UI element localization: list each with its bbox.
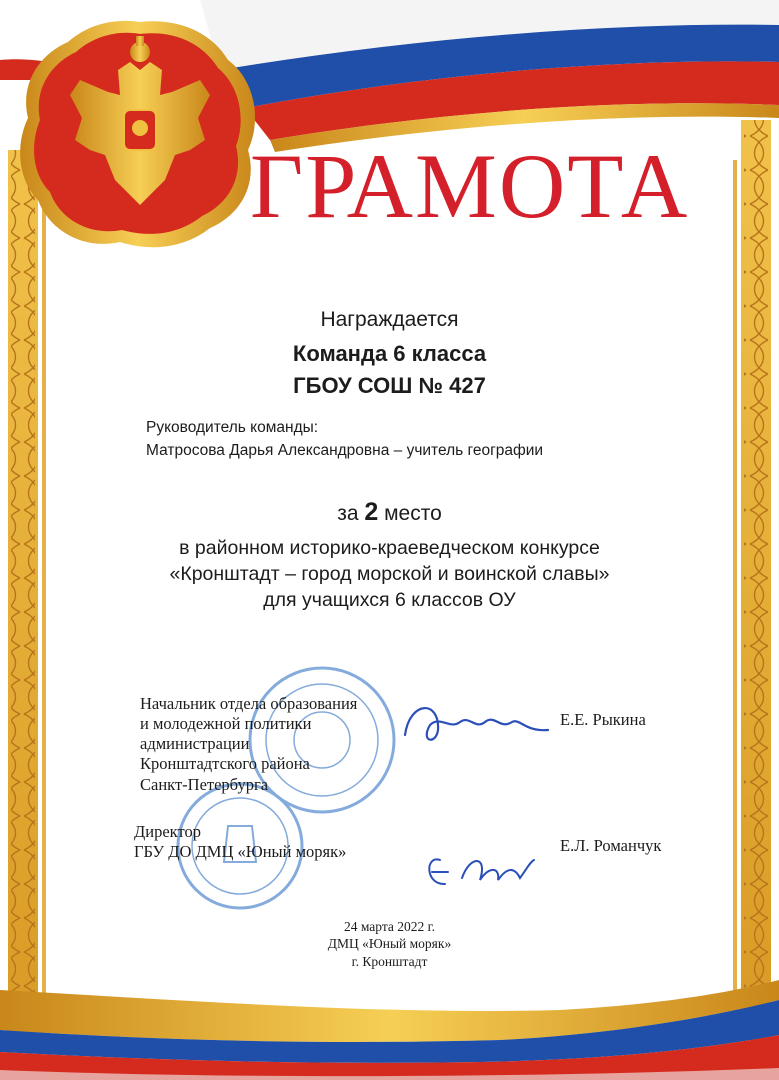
contest-line-2: «Кронштадт – город морской и воинской славы» — [169, 563, 610, 585]
school-name: ГБОУ СОШ № 427 — [293, 373, 486, 398]
signature-1 — [405, 708, 548, 740]
place-number: 2 — [364, 498, 379, 526]
signatory-2-name: Е.Л. Романчук — [560, 836, 662, 855]
signatory-1-line: администрации — [140, 734, 250, 754]
team-name: Команда 6 класса — [292, 341, 487, 366]
signatory-1-line: Начальник отдела образования — [140, 694, 358, 713]
footer — [0, 918, 779, 970]
signatory-1-line: Санкт-Петербурга — [140, 774, 269, 794]
signatory-1-name: Е.Е. Рыкина — [560, 710, 646, 729]
contest-line-3: для учащихся 6 классов ОУ — [263, 589, 516, 611]
footer-city: г. Кронштадт — [351, 953, 428, 969]
signatory-1-line: и молодежной политики — [140, 714, 312, 734]
signatory-1-line: Кронштадтского района — [140, 754, 310, 774]
place-suffix: место — [384, 502, 442, 525]
leader-label: Руководитель команды: — [146, 419, 319, 436]
footer-org: ДМЦ «Юный моряк» — [327, 936, 452, 952]
leader-name: Матросова Дарья Александровна – учитель географии — [146, 442, 544, 459]
signature-2 — [429, 859, 534, 884]
russian-coat-of-arms-icon — [20, 21, 255, 247]
awarded-label: Награждается — [320, 308, 459, 331]
footer-date: 24 марта 2022 г. — [343, 919, 436, 934]
place-prefix: за — [337, 502, 359, 525]
place-line — [0, 498, 779, 527]
signatory-1-title — [140, 694, 357, 795]
signatory-2-title — [134, 822, 346, 862]
bottom-ribbon — [0, 980, 779, 1080]
signatory-2-line: ГБУ ДО ДМЦ «Юный моряк» — [134, 842, 347, 862]
certificate-title: ГРАМОТА — [250, 135, 690, 237]
signatory-2-line: Директор — [134, 822, 201, 841]
contest-line-1: в районном историко-краеведческом конкурсе — [179, 537, 600, 559]
